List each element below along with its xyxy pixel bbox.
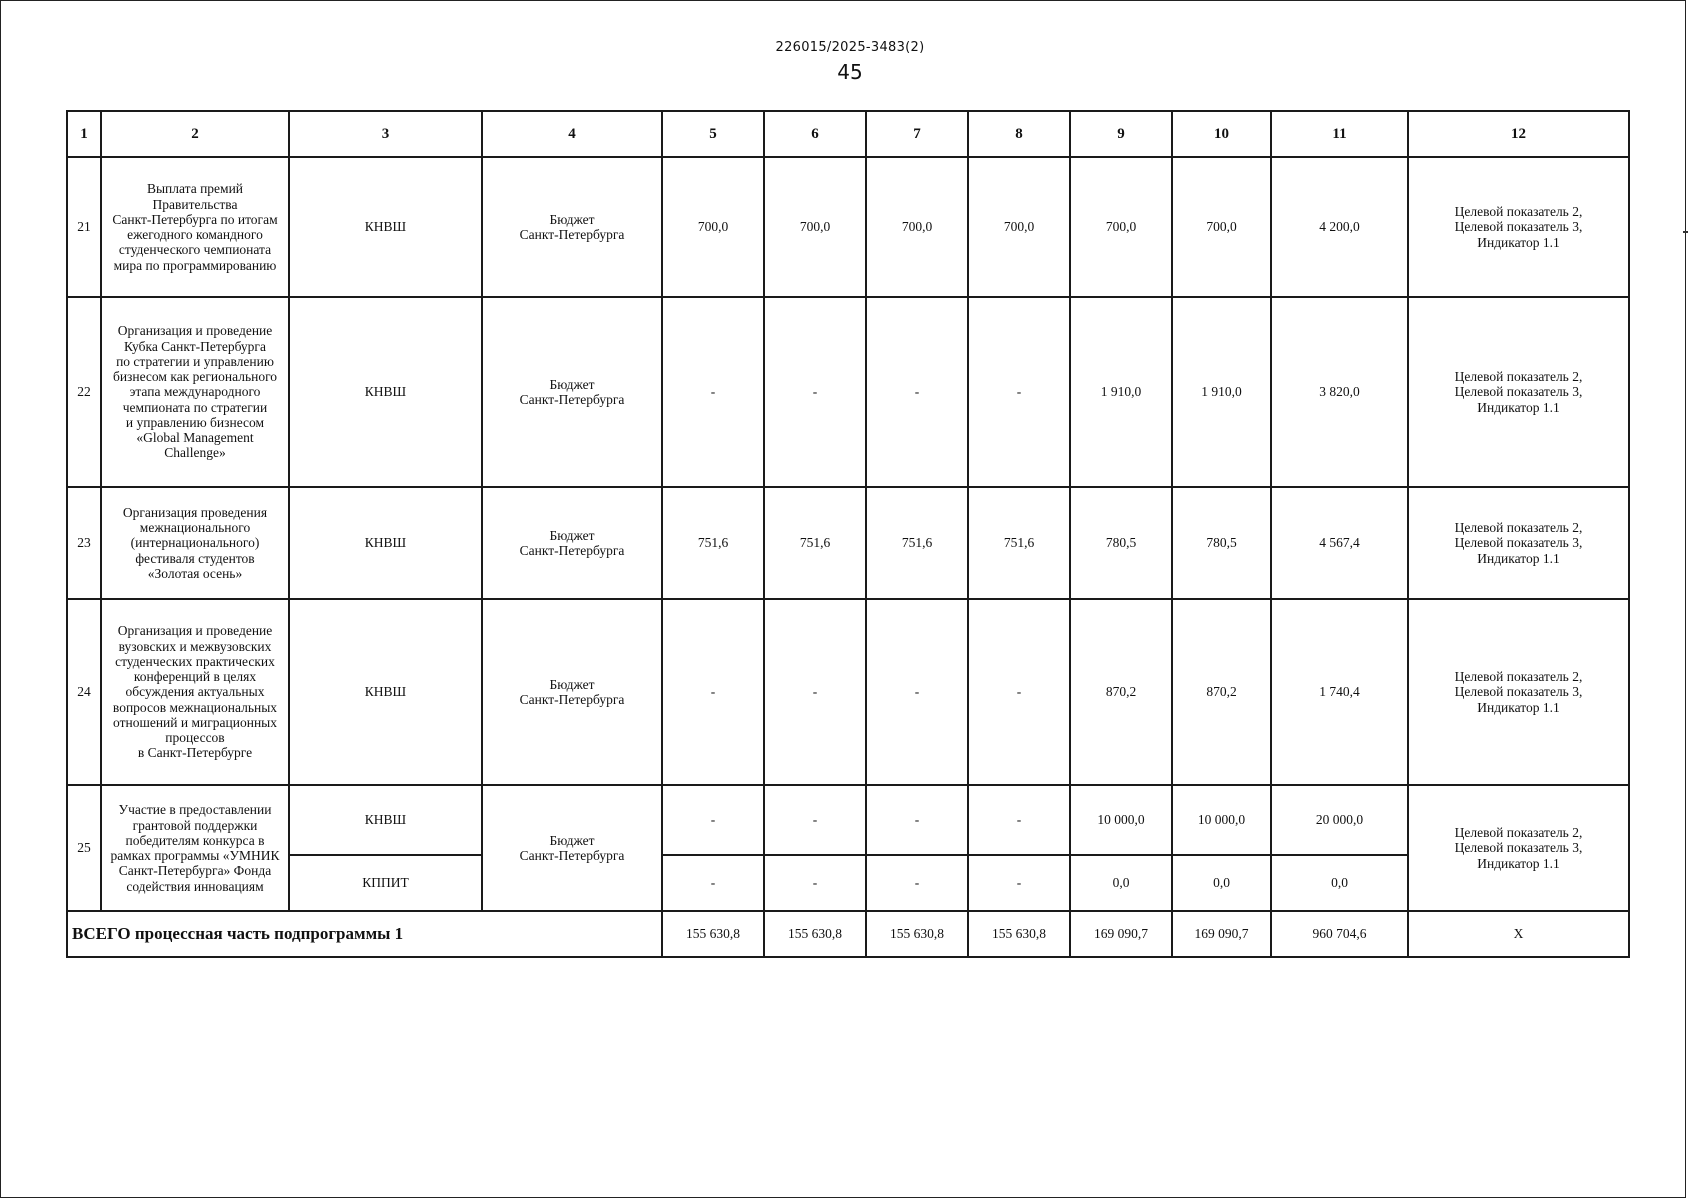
total-label: ВСЕГО процессная часть подпрограммы 1 xyxy=(67,911,662,957)
column-header: 3 xyxy=(289,111,482,157)
table-row xyxy=(67,297,1629,487)
column-header: 10 xyxy=(1172,111,1271,157)
funding-source: Бюджет Санкт-Петербурга xyxy=(482,487,662,599)
table-header-row xyxy=(67,111,1629,157)
indicators: Целевой показатель 2, Целевой показатель 3, Индикатор 1.1 xyxy=(1408,785,1629,911)
value-cell: 751,6 xyxy=(662,487,764,599)
column-header: 12 xyxy=(1408,111,1629,157)
value-cell: 0,0 xyxy=(1070,855,1172,911)
value-cell: - xyxy=(764,297,866,487)
row-number: 23 xyxy=(67,487,101,599)
indicators: Целевой показатель 2, Целевой показатель 3, Индикатор 1.1 xyxy=(1408,157,1629,297)
document-id: 226015/2025-3483(2) xyxy=(775,40,925,55)
value-cell: - xyxy=(866,599,968,785)
total-cell: 155 630,8 xyxy=(968,911,1070,957)
budget-table xyxy=(66,110,1630,958)
column-header: 11 xyxy=(1271,111,1408,157)
activity-name: Организация проведения межнационального (интернационального) фестиваля студентов «Золотая осень» xyxy=(101,487,289,599)
value-cell: - xyxy=(968,855,1070,911)
column-header: 2 xyxy=(101,111,289,157)
total-row xyxy=(67,911,1629,957)
value-cell: - xyxy=(764,855,866,911)
indicators: Целевой показатель 2, Целевой показатель 3, Индикатор 1.1 xyxy=(1408,297,1629,487)
value-cell: 1 910,0 xyxy=(1172,297,1271,487)
value-cell: - xyxy=(662,785,764,855)
total-cell: 155 630,8 xyxy=(662,911,764,957)
executor: КППИТ xyxy=(289,855,482,911)
value-cell: 751,6 xyxy=(968,487,1070,599)
table-row xyxy=(67,599,1629,785)
total-value-cell: 4 567,4 xyxy=(1271,487,1408,599)
column-header: 8 xyxy=(968,111,1070,157)
total-indicators: Х xyxy=(1408,911,1629,957)
executor: КНВШ xyxy=(289,785,482,855)
executor: КНВШ xyxy=(289,599,482,785)
value-cell: 751,6 xyxy=(764,487,866,599)
value-cell: 780,5 xyxy=(1070,487,1172,599)
total-value-cell: 4 200,0 xyxy=(1271,157,1408,297)
activity-name: Участие в предоставлении грантовой поддержки победителям конкурса в рамках программы «УМНИК Санкт-Петербурга» Фонда содействия инновациям xyxy=(101,785,289,911)
page-number: 45 xyxy=(837,60,863,84)
total-cell: 155 630,8 xyxy=(764,911,866,957)
column-header: 1 xyxy=(67,111,101,157)
column-header: 9 xyxy=(1070,111,1172,157)
value-cell: - xyxy=(662,297,764,487)
value-cell: - xyxy=(968,599,1070,785)
executor: КНВШ xyxy=(289,157,482,297)
edge-mark xyxy=(1683,231,1688,233)
value-cell: 0,0 xyxy=(1172,855,1271,911)
value-cell: - xyxy=(662,599,764,785)
column-header: 4 xyxy=(482,111,662,157)
table-row xyxy=(67,785,1629,855)
activity-name: Организация и проведение вузовских и межвузовских студенческих практических конференций в целях обсуждения актуальных вопросов межнациональных отношений и миграционных процессов в Санкт-Петербурге xyxy=(101,599,289,785)
value-cell: 870,2 xyxy=(1070,599,1172,785)
total-value-cell: 3 820,0 xyxy=(1271,297,1408,487)
total-cell: 169 090,7 xyxy=(1172,911,1271,957)
total-value-cell: 1 740,4 xyxy=(1271,599,1408,785)
value-cell: - xyxy=(968,785,1070,855)
value-cell: - xyxy=(662,855,764,911)
value-cell: - xyxy=(764,785,866,855)
funding-source: Бюджет Санкт-Петербурга xyxy=(482,297,662,487)
indicators: Целевой показатель 2, Целевой показатель 3, Индикатор 1.1 xyxy=(1408,599,1629,785)
value-cell: - xyxy=(866,785,968,855)
total-value-cell: 20 000,0 xyxy=(1271,785,1408,855)
funding-source: Бюджет Санкт-Петербурга xyxy=(482,157,662,297)
value-cell: - xyxy=(866,297,968,487)
table-row xyxy=(67,157,1629,297)
total-value-cell: 0,0 xyxy=(1271,855,1408,911)
value-cell: 870,2 xyxy=(1172,599,1271,785)
funding-source: Бюджет Санкт-Петербурга xyxy=(482,599,662,785)
indicators: Целевой показатель 2, Целевой показатель 3, Индикатор 1.1 xyxy=(1408,487,1629,599)
activity-name: Выплата премий Правительства Санкт-Петербурга по итогам ежегодного командного студенческого чемпионата мира по программированию xyxy=(101,157,289,297)
value-cell: 700,0 xyxy=(662,157,764,297)
activity-name: Организация и проведение Кубка Санкт-Петербурга по стратегии и управлению бизнесом как регионального этапа международного чемпионата по стратегии и управлению бизнесом «Global Management Challenge» xyxy=(101,297,289,487)
table-row xyxy=(67,855,1629,911)
column-header: 5 xyxy=(662,111,764,157)
value-cell: 700,0 xyxy=(764,157,866,297)
value-cell: 10 000,0 xyxy=(1070,785,1172,855)
column-header: 7 xyxy=(866,111,968,157)
value-cell: 1 910,0 xyxy=(1070,297,1172,487)
executor: КНВШ xyxy=(289,297,482,487)
column-header: 6 xyxy=(764,111,866,157)
value-cell: 10 000,0 xyxy=(1172,785,1271,855)
value-cell: - xyxy=(968,297,1070,487)
value-cell: 700,0 xyxy=(968,157,1070,297)
row-number: 25 xyxy=(67,785,101,911)
row-number: 22 xyxy=(67,297,101,487)
total-cell: 169 090,7 xyxy=(1070,911,1172,957)
executor: КНВШ xyxy=(289,487,482,599)
value-cell: 780,5 xyxy=(1172,487,1271,599)
value-cell: 700,0 xyxy=(1172,157,1271,297)
value-cell: 700,0 xyxy=(1070,157,1172,297)
total-cell: 155 630,8 xyxy=(866,911,968,957)
table-row xyxy=(67,487,1629,599)
value-cell: 700,0 xyxy=(866,157,968,297)
value-cell: - xyxy=(764,599,866,785)
grand-total-cell: 960 704,6 xyxy=(1271,911,1408,957)
value-cell: 751,6 xyxy=(866,487,968,599)
row-number: 21 xyxy=(67,157,101,297)
row-number: 24 xyxy=(67,599,101,785)
funding-source: Бюджет Санкт-Петербурга xyxy=(482,785,662,911)
value-cell: - xyxy=(866,855,968,911)
